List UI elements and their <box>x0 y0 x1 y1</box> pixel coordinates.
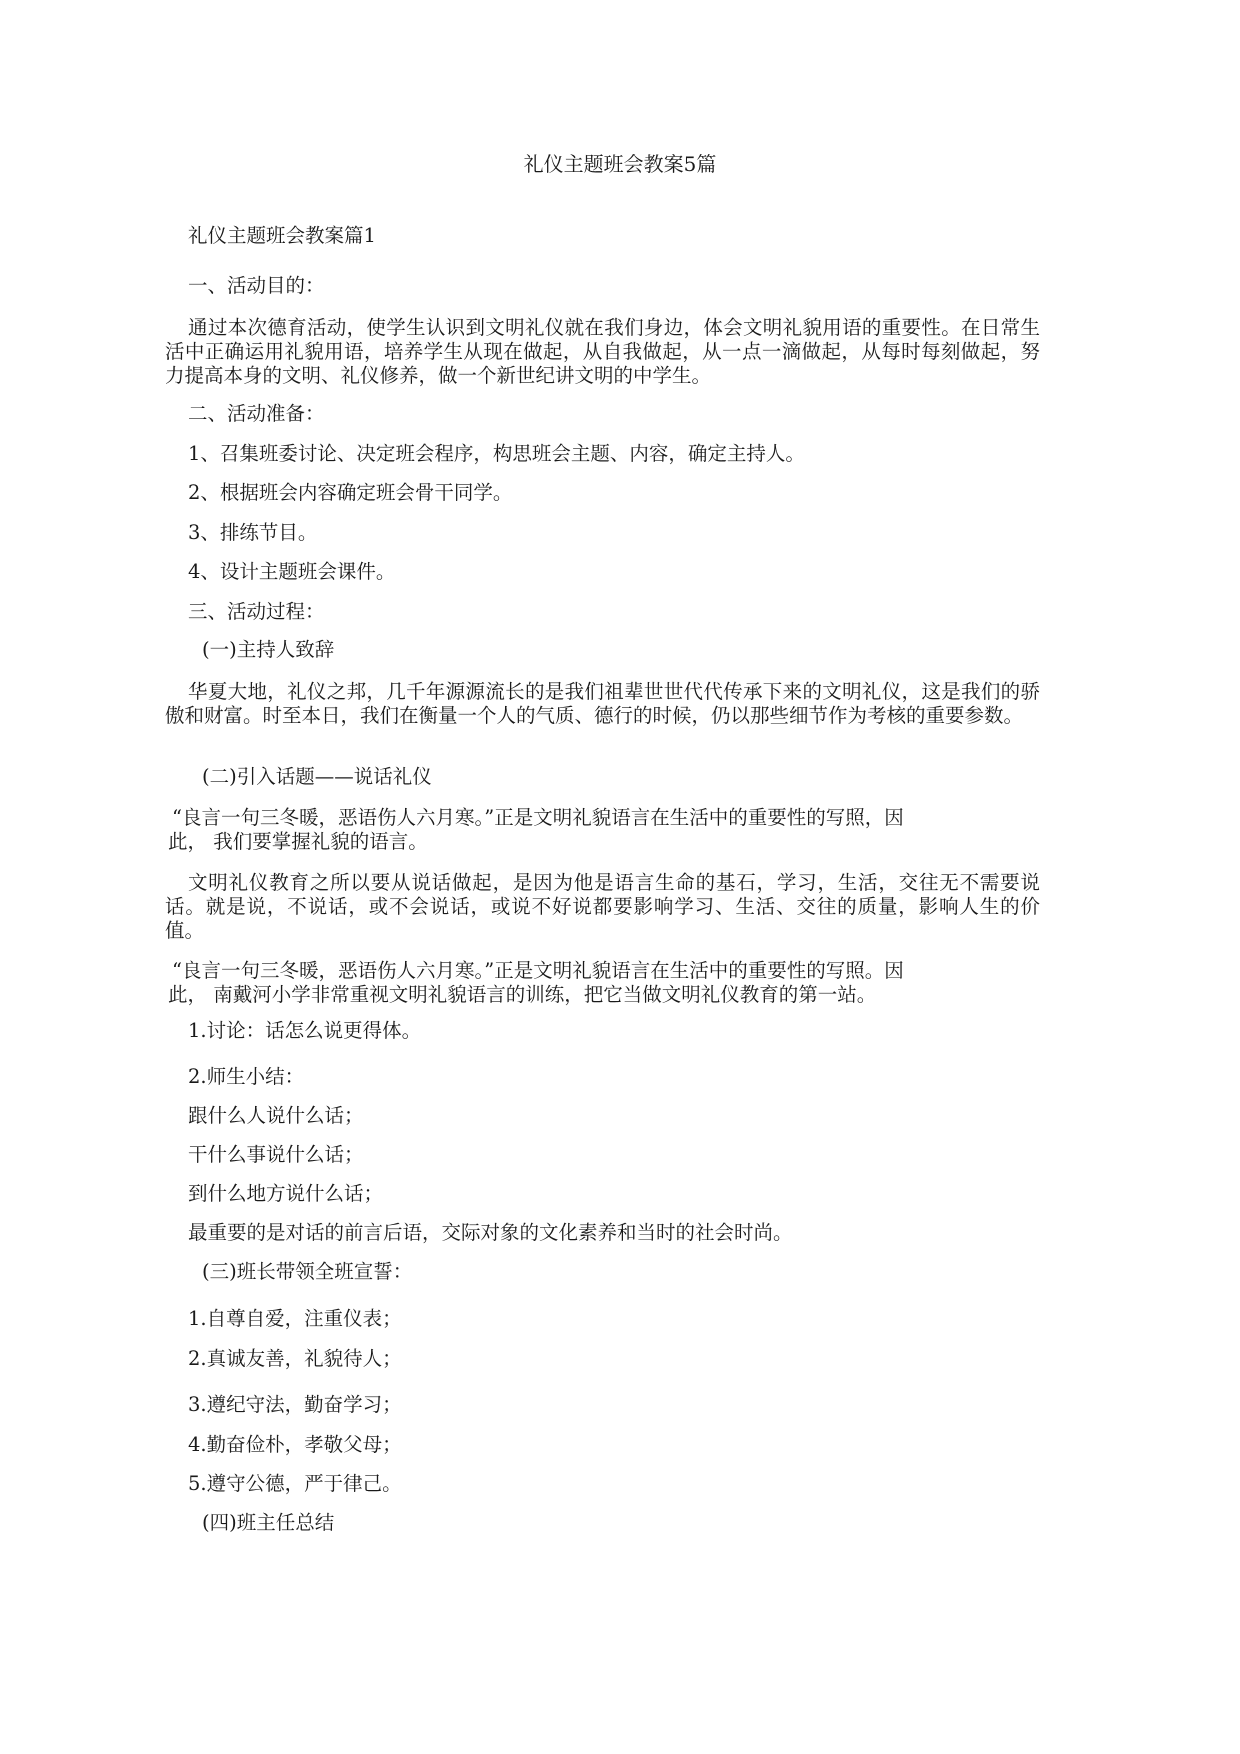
paragraph-speech-foundation: 文明礼仪教育之所以要从说话做起，是因为他是语言生命的基石，学习，生活，交往无不需要说话。就是说，不说话，或不会说话，或说不好说都要影响学习、生活、交往的质量，影响人生的价值。 <box>165 871 1040 942</box>
step-host-speech: (一)主持人致辞 <box>202 638 335 661</box>
step-teacher-summary: (四)班主任总结 <box>202 1511 335 1534</box>
prep-item-1: 1、召集班委讨论、决定班会程序，构思班会主题、内容，确定主持人。 <box>188 442 805 465</box>
section-heading: 礼仪主题班会教案篇1 <box>188 224 376 247</box>
discussion-item: 1.讨论：话怎么说更得体。 <box>188 1019 422 1042</box>
prep-item-3: 3、排练节目。 <box>188 521 318 544</box>
heading-activity-goal: 一、活动目的： <box>188 274 325 297</box>
paragraph-quote2-line-2: 此， 南戴河小学非常重视文明礼貌语言的训练，把它当做文明礼仪教育的第一站。 <box>168 983 877 1006</box>
paragraph-quote2-line-1: “良言一句三冬暖，恶语伤人六月寒。”正是文明礼貌语言在生活中的重要性的写照。因 <box>172 959 904 982</box>
paragraph-quote-line-1: “良言一句三冬暖，恶语伤人六月寒。”正是文明礼貌语言在生活中的重要性的写照，因 <box>172 806 904 829</box>
prep-item-2: 2、根据班会内容确定班会骨干同学。 <box>188 481 513 504</box>
summary-item-2: 干什么事说什么话； <box>188 1143 364 1166</box>
summary-item-1: 跟什么人说什么话； <box>188 1104 364 1127</box>
heading-activity-process: 三、活动过程： <box>188 600 325 623</box>
heading-activity-prep: 二、活动准备： <box>188 402 325 425</box>
oath-item-2: 2.真诚友善，礼貌待人； <box>188 1347 402 1370</box>
prep-item-4: 4、设计主题班会课件。 <box>188 560 396 583</box>
summary-item-4: 最重要的是对话的前言后语，交际对象的文化素养和当时的社会时尚。 <box>188 1221 793 1244</box>
step-class-oath: (三)班长带领全班宣誓： <box>202 1260 413 1283</box>
step-speech-etiquette: (二)引入话题——说话礼仪 <box>202 765 432 788</box>
paragraph-activity-goal: 通过本次德育活动，使学生认识到文明礼仪就在我们身边，体会文明礼貌用语的重要性。在日常生活中正确运用礼貌用语，培养学生从现在做起，从自我做起，从一点一滴做起，从每时每刻做起，努力提高本身的文明、礼仪修养，做一个新世纪讲文明的中学生。 <box>165 316 1040 387</box>
summary-label: 2.师生小结： <box>188 1065 305 1088</box>
summary-item-3: 到什么地方说什么话； <box>188 1182 384 1205</box>
oath-item-1: 1.自尊自爱，注重仪表； <box>188 1307 402 1330</box>
oath-item-3: 3.遵纪守法，勤奋学习； <box>188 1393 402 1416</box>
document-title: 礼仪主题班会教案5篇 <box>523 152 717 176</box>
oath-item-4: 4.勤奋俭朴，孝敬父母； <box>188 1433 402 1456</box>
paragraph-host-speech: 华夏大地，礼仪之邦，几千年源源流长的是我们祖辈世世代代传承下来的文明礼仪，这是我们的骄傲和财富。时至本日，我们在衡量一个人的气质、德行的时候，仍以那些细节作为考核的重要参数。 <box>165 680 1040 727</box>
paragraph-quote-line-2: 此， 我们要掌握礼貌的语言。 <box>168 830 428 853</box>
oath-item-5: 5.遵守公德，严于律己。 <box>188 1472 402 1495</box>
